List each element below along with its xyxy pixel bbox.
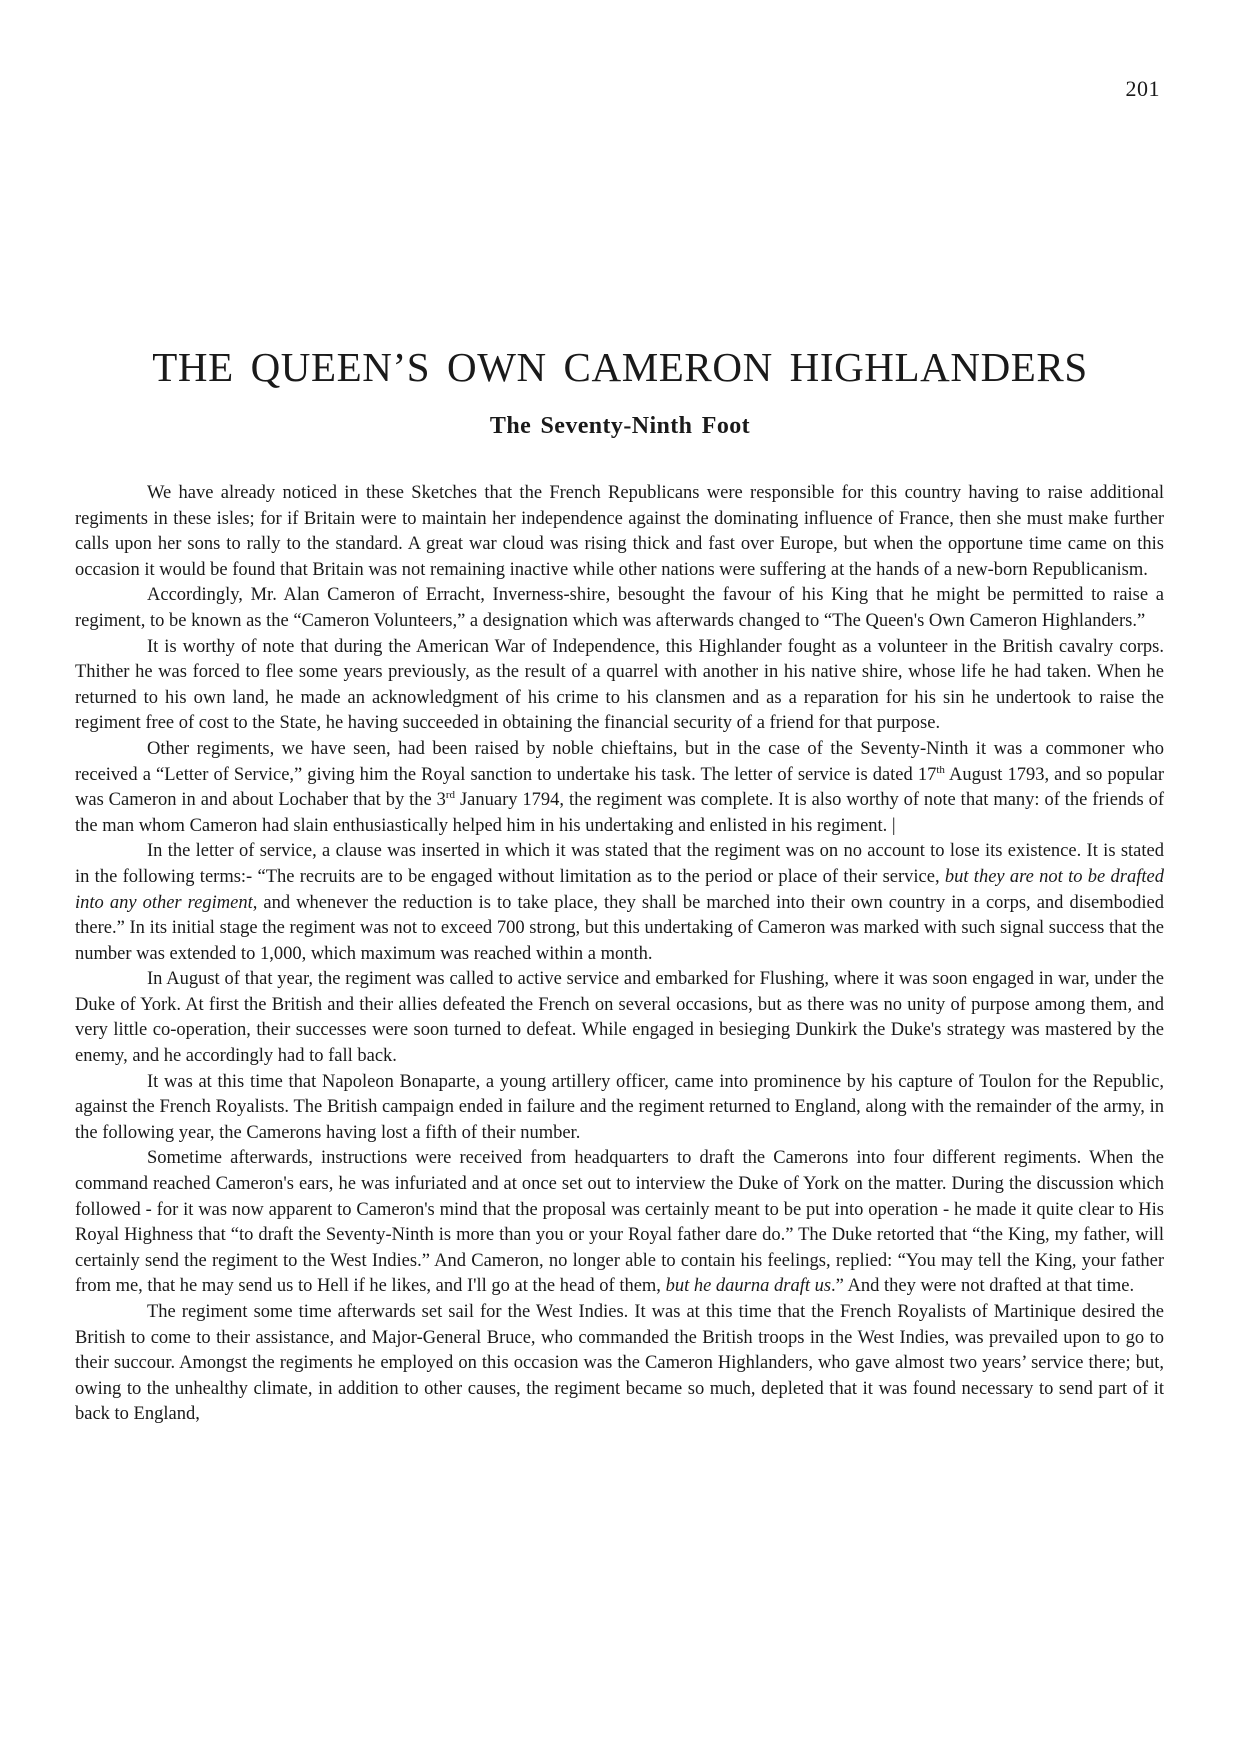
paragraph <box>75 839 1164 967</box>
text-run: .” And they were not drafted at that time. <box>831 1276 1135 1297</box>
text-run: Other regiments, we have seen, had been raised by noble chieftains, but in the case of the Seventy-Ninth it was a commoner who received a “Letter of Service,” giving him the Royal sanction to undertake his task. The letter of service is dated 17 <box>75 738 1164 785</box>
ordinal-suffix: rd <box>445 788 456 801</box>
paragraph <box>75 583 1164 634</box>
italic-phrase: but he daurna draft us <box>665 1276 832 1297</box>
page-number: 201 <box>1125 76 1160 101</box>
text-run: August 1793, and so popular was Cameron in and about Lochaber that by the 3 <box>75 764 1164 811</box>
text-run: It is worthy of note that during the American War of Independence, this Highlander fought as a volunteer in the British cavalry corps. Thither he was forced to flee some years previously, as the result of a quarrel with another in his native shire, whose life he had taken. When he returned to his own land, he made an acknowledgment of his crime to his clansmen and as a reparation for his sin he undertook to raise the regiment free of cost to the State, he having succeeded in obtaining the financial security of a friend for that purpose. <box>75 636 1164 734</box>
paragraph <box>75 967 1164 1069</box>
text-run: It was at this time that Napoleon Bonaparte, a young artillery officer, came into prominence by his capture of Toulon for the Republic, against the French Royalists. The British campaign ended in failure and the regiment returned to England, along with the remainder of the army, in the following year, the Camerons having lost a fifth of their number. <box>75 1071 1164 1143</box>
chapter-title: THE QUEEN’S OWN CAMERON HIGHLANDERS <box>152 344 1088 390</box>
text-run: We have already noticed in these Sketches that the French Republicans were responsible for this country having to raise additional regiments in these isles; for if Britain were to maintain her independence against the dominating influence of France, then she must make further calls upon her sons to rally to the standard. A great war cloud was rising thick and fast over Europe, but when the opportune time came on this occasion it would be found that Britain was not remaining inactive while other nations were suffering at the hands of a new-born Republicanism. <box>75 483 1164 580</box>
paragraph <box>75 1146 1164 1300</box>
italic-phrase: but they are not to be drafted into any other regiment <box>75 866 1164 913</box>
paragraph <box>75 737 1164 839</box>
paragraph <box>75 1070 1164 1147</box>
text-run: In the letter of service, a clause was inserted in which it was stated that the regiment was on no account to lose its existence. It is stated in the following terms:- “The recruits are to be engaged without limitation as to the period or place of their service, <box>75 841 1164 887</box>
text-run: Accordingly, Mr. Alan Cameron of Erracht, Inverness-shire, besought the favour of his King that he might be permitted to raise a regiment, to be known as the “Cameron Volunteers,” a designation which was afterwards changed to “The Queen's Own Cameron Highlanders.” <box>75 585 1164 631</box>
body-text <box>75 481 1164 1428</box>
text-run: The regiment some time afterwards set sail for the West Indies. It was at this time that the French Royalists of Martinique desired the British to come to their assistance, and Major-General Bruce, who commanded the British troops in the West Indies, was prevailed upon to go to their succour. Amongst the regiments he employed on this occasion was the Cameron Highlanders, who gave almost two years’ service there; but, owing to the unhealthy climate, in addition to other causes, the regiment became so much, depleted that it was found necessary to send part of it back to England, <box>75 1302 1164 1425</box>
text-run: Sometime afterwards, instructions were received from headquarters to draft the Camerons into four different regiments. When the command reached Cameron's ears, he was infuriated and at once set out to interview the Duke of York on the matter. During the discussion which followed - for it was now apparent to Cameron's mind that the proposal was certainly meant to be put into operation - he made it quite clear to His Royal Highness that “to draft the Seventy-Ninth is more than you or your Royal father dare do.” The Duke retorted that “the King, my father, will certainly send the regiment to the West Indies.” And Cameron, no longer able to contain his feelings, replied: “You may tell the King, your father from me, that he may send us to Hell if he likes, and I'll go at the head of them, <box>75 1148 1164 1297</box>
paragraph <box>75 481 1164 583</box>
paragraph <box>75 1300 1164 1428</box>
ordinal-suffix: th <box>936 763 945 776</box>
text-run: January 1794, the regiment was complete. It is also worthy of note that many: of the friends of the man whom Cameron had slain enthusiastically helped him in his undertaking and enlisted in his regiment. | <box>75 790 1164 836</box>
text-run: , and whenever the reduction is to take place, they shall be marched into their own country in a corps, and disembodied there.” In its initial stage the regiment was not to exceed 700 strong, but this undertaking of Cameron was marked with such signal success that the number was extended to 1,000, which maximum was reached within a month. <box>75 892 1164 964</box>
chapter-subtitle: The Seventy-Ninth Foot <box>489 413 751 439</box>
paragraph <box>75 635 1164 737</box>
text-run: In August of that year, the regiment was called to active service and embarked for Flushing, where it was soon engaged in war, under the Duke of York. At first the British and their allies defeated the French on several occasions, but as there was no unity of purpose among them, and very little co-operation, their successes were soon turned to defeat. While engaged in besieging Dunkirk the Duke's strategy was mastered by the enemy, and he accordingly had to fall back. <box>75 969 1164 1067</box>
